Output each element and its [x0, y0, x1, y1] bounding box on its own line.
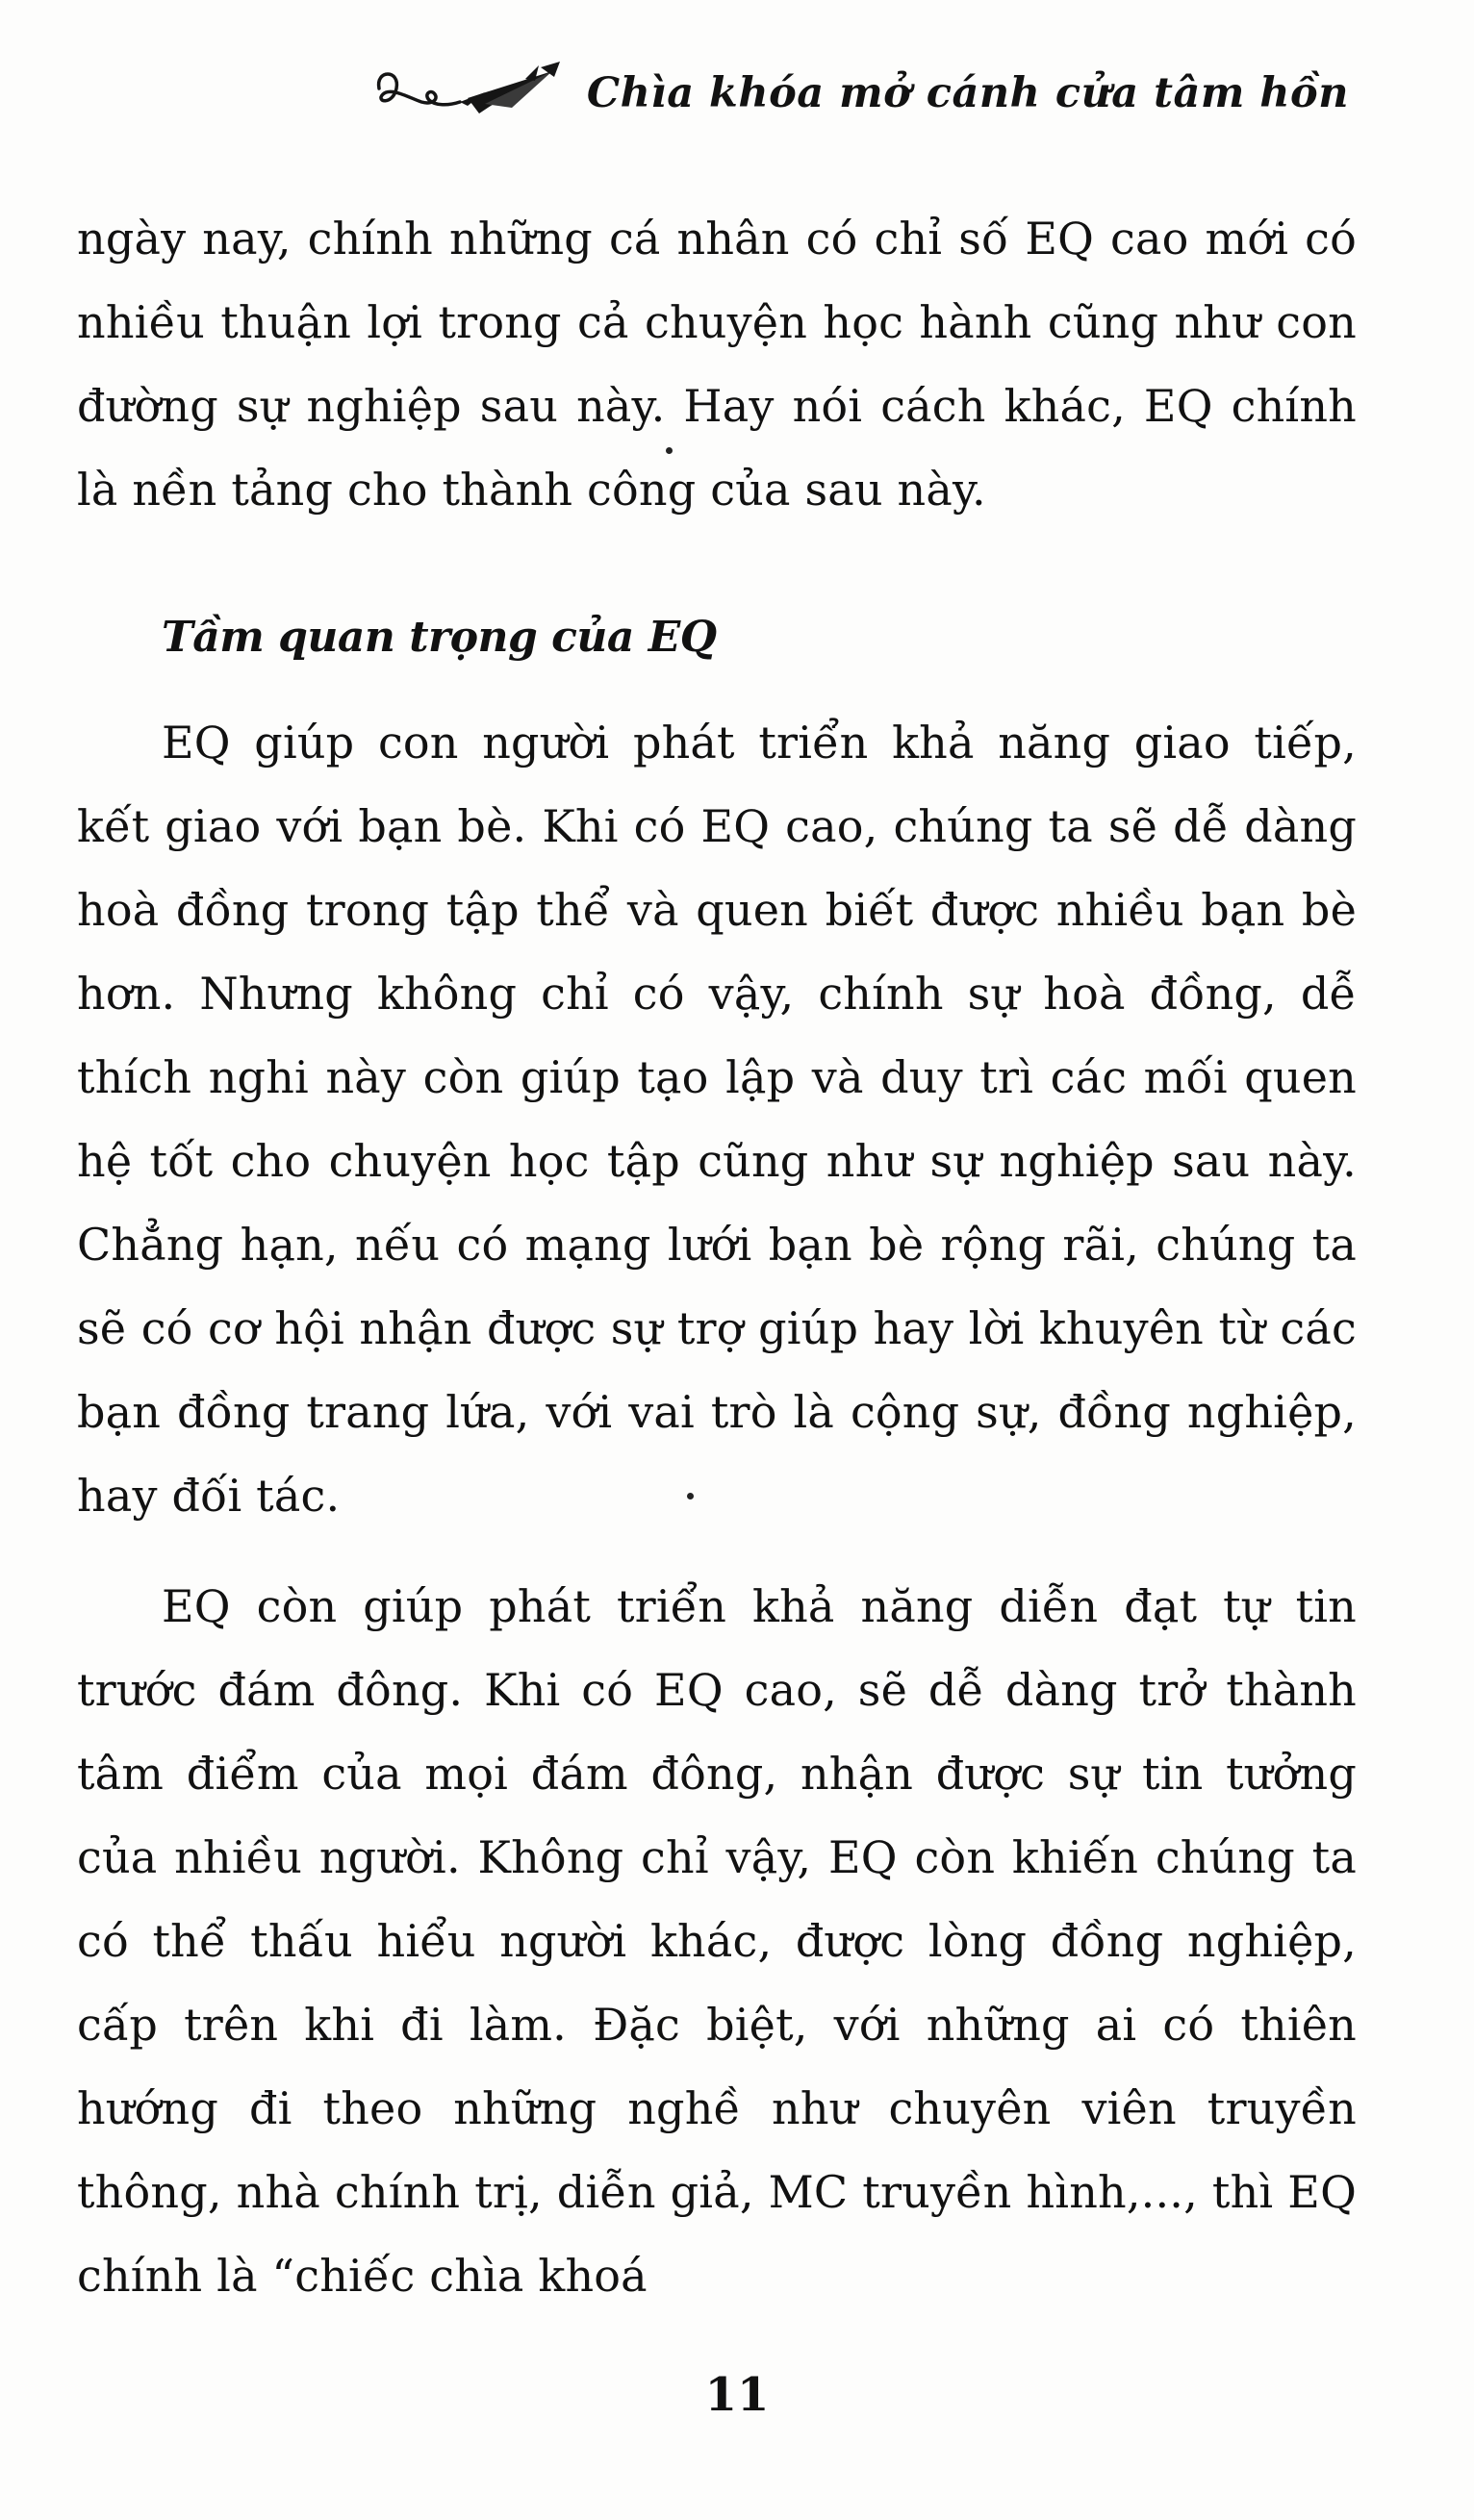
running-header	[371, 60, 1349, 127]
paragraph-continuation: ngày nay, chính những cá nhân có chỉ số EQ cao mới có nhiều thuận lợi trong cả chuyện học hành cũng như con đường sự nghiệp sau này. Hay nói cách khác, EQ chính là nền tảng cho thành công của sau này.	[77, 213, 1357, 516]
print-speck	[687, 1493, 694, 1499]
page-number: 11	[704, 2368, 770, 2422]
running-title: Chìa khóa mở cánh cửa tâm hồn	[586, 69, 1349, 117]
paragraph-public-speaking: EQ còn giúp phát triển khả năng diễn đạt tự tin trước đám đông. Khi có EQ cao, sẽ dễ dàng trở thành tâm điểm của mọi đám đông, nhận được sự tin tưởng của nhiều người. Không chỉ vậy, EQ còn khiến chúng ta có thể thấu hiểu người khác, được lòng đồng nghiệp, cấp trên khi đi làm. Đặc biệt, với những ai có thiên hướng đi theo những nghề như chuyên viên truyền thông, nhà chính trị, diễn giả, MC truyền hình,..., thì EQ chính là “chiếc chìa khoá	[77, 1580, 1357, 2302]
print-speck	[666, 447, 673, 454]
body-text	[77, 197, 1357, 2318]
paragraph-social-skills: EQ giúp con người phát triển khả năng giao tiếp, kết giao với bạn bè. Khi có EQ cao, chúng ta sẽ dễ dàng hoà đồng trong tập thể và quen biết được nhiều bạn bè hơn. Nhưng không chỉ có vậy, chính sự hoà đồng, dễ thích nghi này còn giúp tạo lập và duy trì các mối quen hệ tốt cho chuyện học tập cũng như sự nghiệp sau này. Chẳng hạn, nếu có mạng lưới bạn bè rộng rãi, chúng ta sẽ có cơ hội nhận được sự trợ giúp hay lời khuyên từ các bạn đồng trang lứa, với vai trò là cộng sự, đồng nghiệp, hay đối tác.	[77, 717, 1357, 1522]
paper-plane-swirl-icon	[371, 60, 573, 127]
section-heading: Tầm quan trọng của EQ	[162, 613, 717, 662]
